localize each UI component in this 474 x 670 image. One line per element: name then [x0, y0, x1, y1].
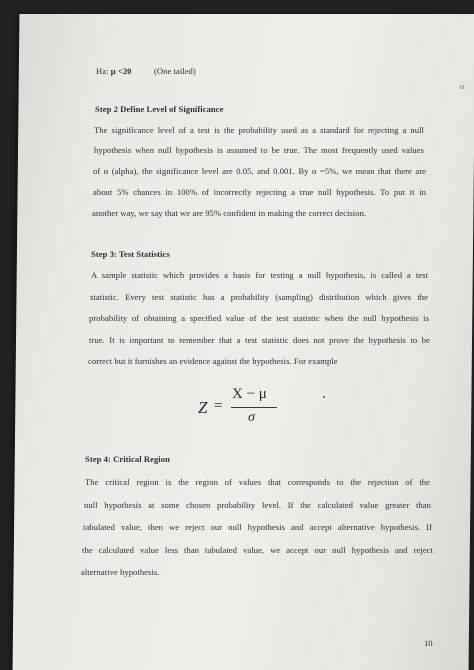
step3-line-2: statistic. Every test statistic has a probability (sampling) distribution which gives the	[90, 292, 428, 302]
z-score-formula	[198, 386, 288, 432]
step2-line-1: The significance level of a test is the probability used as a standard for rejecting a null	[94, 125, 424, 135]
alt-hypothesis-note: (One tailed)	[153, 66, 196, 76]
step4-line-1: The critical region is the region of values that corresponds to the rejection of the	[85, 477, 430, 487]
step4-line-5: alternative hypothesis.	[81, 567, 160, 577]
step2-heading: Step 2 Define Level of Significance	[95, 104, 224, 114]
step3-line-1: A sample statistic which provides a basis for testing a null hypothesis, is called a test	[91, 270, 428, 280]
edge-mark: o	[460, 82, 464, 91]
step2-line-3: of α (alpha), the significance level are 0.05, and 0.001. By α =5%, we mean that there are	[93, 166, 426, 176]
formula-denominator: σ	[248, 410, 255, 425]
step2-line-2: hypothesis when null hypothesis is assumed to be true. The most frequently used values	[94, 145, 424, 155]
step2-line-4: about 5% chances in 100% of incorrectly rejecting a true null hypothesis. To put it in	[93, 187, 426, 197]
alternative-hypothesis	[96, 66, 196, 76]
formula-equals: =	[214, 398, 223, 414]
step3-heading: Step 3: Test Statistics	[91, 249, 170, 259]
page-number: 10	[424, 638, 433, 648]
step3-line-3: probability of obtaining a specified value of the test statistic when the null hypothesis is	[89, 313, 429, 323]
step4-line-3: tabulated value, then we reject our null hypothesis and accept alternative hypothesis. If	[83, 522, 432, 532]
alt-hypothesis-label: Ha:	[96, 66, 109, 76]
step4-heading: Step 4: Critical Region	[85, 454, 170, 464]
step4-line-4: the calculated value less than tabulated value, we accept our null hypothesis and reject	[82, 545, 433, 555]
alt-hypothesis-expr: μ <20	[110, 66, 132, 76]
step3-line-4: true. It is important to remember that a test statistic does not prove the hypothesis to be	[89, 335, 430, 345]
formula-lhs: Z	[198, 398, 208, 417]
fraction-bar	[231, 407, 277, 408]
step2-line-5: another way, we say that we are 95% confident in making the correct decision.	[92, 208, 367, 218]
step4-line-2: null hypothesis at some chosen probability level. If the calculated value greater than	[84, 500, 431, 510]
stray-dot	[323, 396, 325, 398]
step3-line-5: correct but it furnishes an evidence against the hypothesis. For example	[88, 356, 338, 366]
formula-numerator: X − μ	[232, 386, 267, 402]
